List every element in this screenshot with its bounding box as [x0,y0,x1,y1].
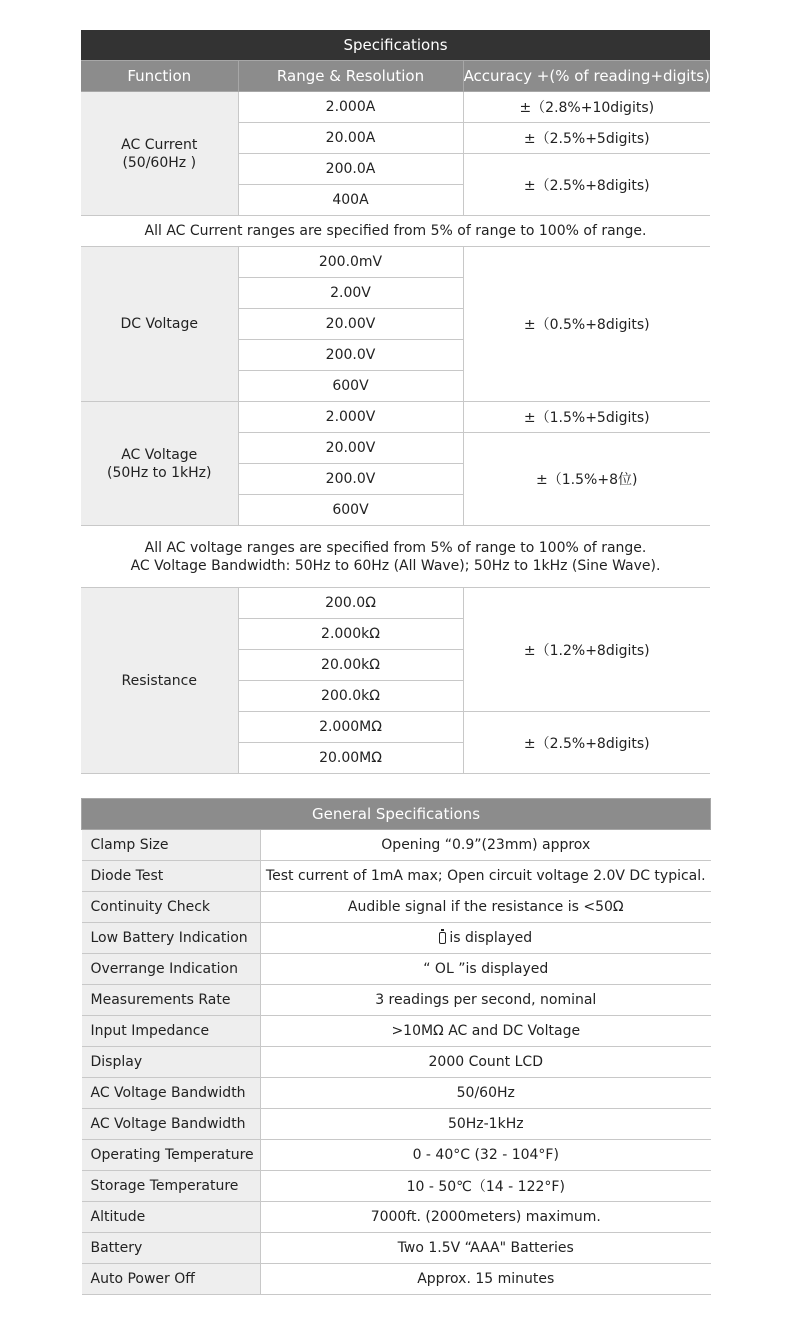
spec-value: 10 - 50℃（14 - 122°F) [261,1171,711,1202]
spec-value: 50Hz-1kHz [261,1109,711,1140]
spec-value: Opening “0.9”(23mm) approx [261,830,711,861]
spec-label: Auto Power Off [82,1264,261,1295]
specifications-title: Specifications [81,30,710,61]
range-cell: 2.000kΩ [238,619,463,650]
accuracy-cell: ±（0.5%+8digits) [463,247,710,402]
spec-label: Diode Test [82,861,261,892]
range-cell: 200.0V [238,464,463,495]
spec-value: 50/60Hz [261,1078,711,1109]
range-cell: 200.0A [238,154,463,185]
range-cell: 200.0V [238,340,463,371]
range-cell: 20.00MΩ [238,743,463,774]
range-cell: 20.00kΩ [238,650,463,681]
general-specifications-title: General Specifications [82,799,711,830]
spec-value: 3 readings per second, nominal [261,985,711,1016]
spec-label: Clamp Size [82,830,261,861]
accuracy-cell: ±（1.5%+8位) [463,433,710,526]
accuracy-cell: ±（2.5%+8digits) [463,712,710,774]
function-ac-voltage: AC Voltage (50Hz to 1kHz) [81,402,238,526]
accuracy-cell: ±（2.5%+8digits) [463,154,710,216]
spec-label: Operating Temperature [82,1140,261,1171]
range-cell: 20.00V [238,309,463,340]
spec-label: Battery [82,1233,261,1264]
spec-value: 2000 Count LCD [261,1047,711,1078]
spec-label: Display [82,1047,261,1078]
spec-label: AC Voltage Bandwidth [82,1078,261,1109]
accuracy-cell: ±（2.5%+5digits) [463,123,710,154]
spec-value: Audible signal if the resistance is <50Ω [261,892,711,923]
spec-label: Measurements Rate [82,985,261,1016]
battery-icon [439,932,446,944]
function-dc-voltage: DC Voltage [81,247,238,402]
header-function: Function [81,61,238,92]
spec-value: >10MΩ AC and DC Voltage [261,1016,711,1047]
spec-label: Storage Temperature [82,1171,261,1202]
range-cell: 2.000A [238,92,463,123]
range-cell: 200.0kΩ [238,681,463,712]
range-cell: 2.00V [238,278,463,309]
ac-voltage-note: All AC voltage ranges are specified from 5% of range to 100% of range. AC Voltage Bandwidth: 50Hz to 60Hz (All Wave); 50Hz to 1kHz (Sine Wave). [81,526,710,588]
range-cell: 200.0Ω [238,588,463,619]
range-cell: 600V [238,495,463,526]
spec-label: Altitude [82,1202,261,1233]
accuracy-cell: ±（1.5%+5digits) [463,402,710,433]
spec-value: Test current of 1mA max; Open circuit voltage 2.0V DC typical. [261,861,711,892]
spec-value: is displayed [261,923,711,954]
header-range: Range & Resolution [238,61,463,92]
range-cell: 600V [238,371,463,402]
range-cell: 20.00A [238,123,463,154]
spec-label: Low Battery Indication [82,923,261,954]
range-cell: 20.00V [238,433,463,464]
header-accuracy: Accuracy +(% of reading+digits) [463,61,710,92]
spec-label: Continuity Check [82,892,261,923]
ac-current-note: All AC Current ranges are specified from 5% of range to 100% of range. [81,216,710,247]
spec-value: Two 1.5V “AAA" Batteries [261,1233,711,1264]
spec-value: 0 - 40°C (32 - 104°F) [261,1140,711,1171]
spec-value: 7000ft. (2000meters) maximum. [261,1202,711,1233]
accuracy-cell: ±（1.2%+8digits) [463,588,710,712]
range-cell: 400A [238,185,463,216]
range-cell: 2.000V [238,402,463,433]
range-cell: 200.0mV [238,247,463,278]
spec-label: Input Impedance [82,1016,261,1047]
spec-value: “ OL ”is displayed [261,954,711,985]
accuracy-cell: ±（2.8%+10digits) [463,92,710,123]
specifications-table [81,30,710,774]
spec-label: AC Voltage Bandwidth [82,1109,261,1140]
general-specifications-table [81,798,711,1295]
spec-label: Overrange Indication [82,954,261,985]
function-resistance: Resistance [81,588,238,774]
function-ac-current: AC Current (50/60Hz ) [81,92,238,216]
spec-value: Approx. 15 minutes [261,1264,711,1295]
range-cell: 2.000MΩ [238,712,463,743]
